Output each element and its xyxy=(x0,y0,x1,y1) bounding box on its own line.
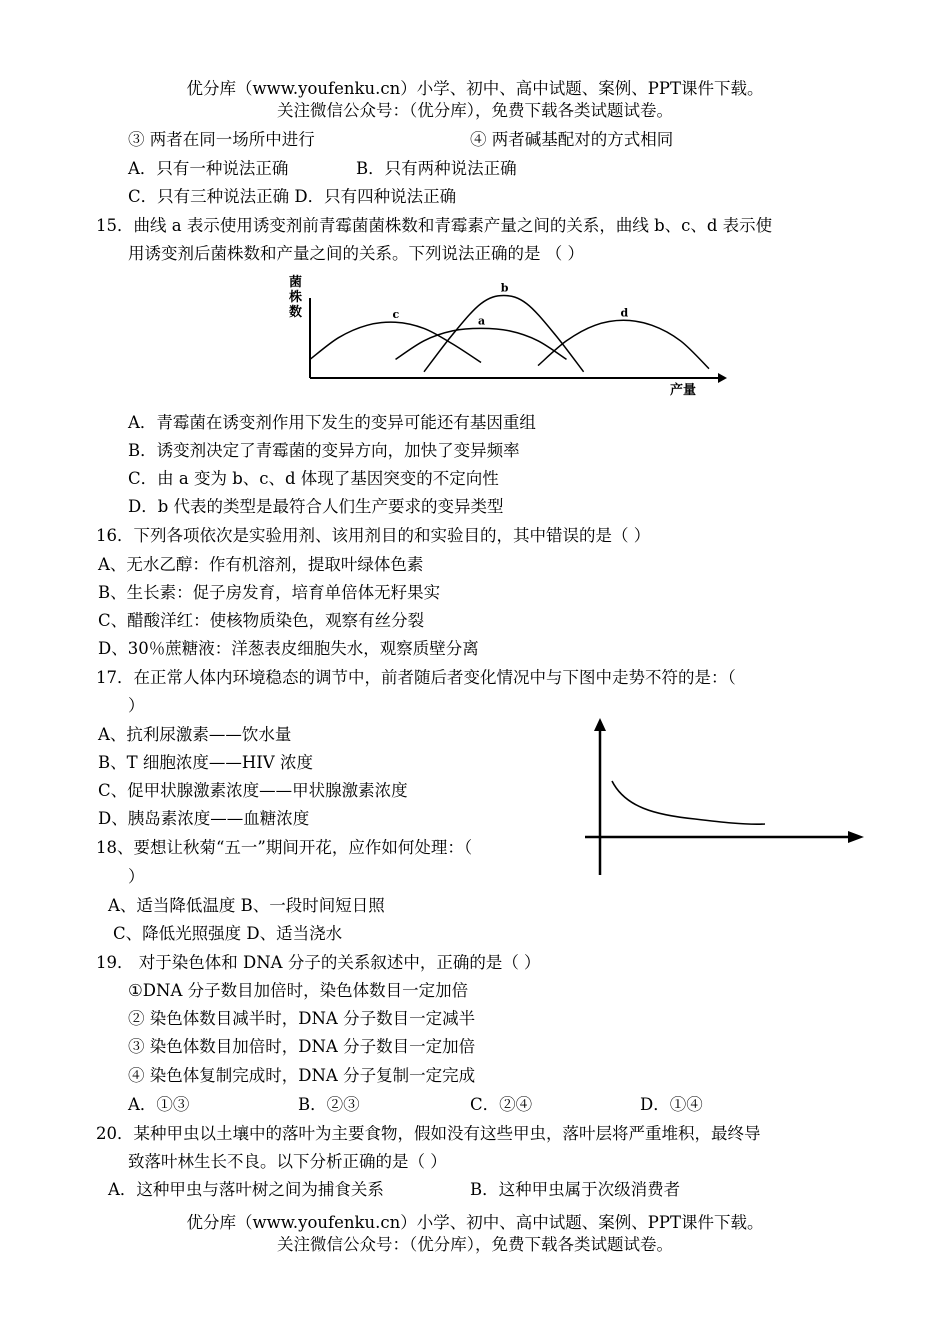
chart-y-label-3: 数 xyxy=(289,305,303,320)
q17-option-c: C、促甲状腺激素浓度——甲状腺激素浓度 xyxy=(98,781,408,800)
q15-stem-line-2: 用诱变剂后菌株数和产量之间的关系。下列说法正确的是 （ ） xyxy=(128,244,584,263)
q17-stem-line-2: ） xyxy=(128,696,145,715)
series-c-curve xyxy=(310,322,481,362)
q16-option-a: A、无水乙醇：作有机溶剂，提取叶绿体色素 xyxy=(98,555,424,574)
series-b-label: b xyxy=(500,281,509,295)
q19-statement-1: ①DNA 分子数目加倍时，染色体数目一定加倍 xyxy=(128,981,469,1000)
q14-option-c-d: C．只有三种说法正确 D．只有四种说法正确 xyxy=(128,187,457,206)
q17-stem-line-1: 17．在正常人体内环境稳态的调节中，前者随后者变化情况中与下图中走势不符的是：（ xyxy=(96,668,736,687)
q18-stem-line-1: 18、要想让秋菊“五一”期间开花，应作如何处理：（ xyxy=(96,838,473,857)
series-a-curve xyxy=(396,328,567,359)
q20-stem-line-1: 20．某种甲虫以土壤中的落叶为主要食物，假如没有这些甲虫，落叶层将严重堆积，最终导 xyxy=(96,1124,761,1143)
q20-stem-line-2: 致落叶林生长不良。以下分析正确的是（ ） xyxy=(128,1152,447,1171)
footer-line-1: 优分库（www.youfenku.cn）小学、初中、高中试题、案例、PPT课件下载。 xyxy=(186,1213,764,1232)
header-line-1: 优分库（www.youfenku.cn）小学、初中、高中试题、案例、PPT课件下载。 xyxy=(186,79,764,98)
q19-option-c: C．②④ xyxy=(470,1095,533,1114)
q17-option-b: B、T 细胞浓度——HIV 浓度 xyxy=(98,753,313,772)
q15-option-a: A．青霉菌在诱变剂作用下发生的变异可能还有基因重组 xyxy=(128,413,536,432)
graph-x-arrow xyxy=(848,831,864,843)
q18-stem-line-2: ） xyxy=(128,867,145,886)
series-d-label: d xyxy=(620,306,629,320)
q14-option-b: B．只有两种说法正确 xyxy=(356,159,517,178)
q20-option-a: A．这种甲虫与落叶树之间为捕食关系 xyxy=(108,1180,384,1199)
graph-y-arrow xyxy=(594,718,606,731)
q15-option-b: B．诱变剂决定了青霉菌的变异方向，加快了变异频率 xyxy=(128,441,520,460)
q17-trend-graph xyxy=(580,715,870,885)
chart-x-label: 产量 xyxy=(670,383,697,398)
chart-y-label-2: 株 xyxy=(289,290,303,305)
chart-y-label-1: 菌 xyxy=(289,275,303,290)
q16-option-c: C、醋酸洋红：使核物质染色，观察有丝分裂 xyxy=(98,611,425,630)
q19-statement-2: ② 染色体数目减半时，DNA 分子数目一定减半 xyxy=(128,1009,476,1028)
q15-chart xyxy=(280,268,730,400)
header-line-2: 关注微信公众号：（优分库），免费下载各类试题试卷。 xyxy=(277,101,673,120)
q14-statement-3: ③ 两者在同一场所中进行 xyxy=(128,130,315,149)
chart-x-arrow xyxy=(718,373,727,383)
series-a-label: a xyxy=(478,314,486,328)
q15-option-c: C．由 a 变为 b、c、d 体现了基因突变的不定向性 xyxy=(128,469,499,488)
q19-option-a: A．①③ xyxy=(128,1095,190,1114)
q18-option-c-d: C、降低光照强度 D、适当浇水 xyxy=(113,924,343,943)
series-c-label: c xyxy=(392,308,400,322)
q16-option-b: B、生长素：促子房发育，培育单倍体无籽果实 xyxy=(98,583,441,602)
q18-option-a-b: A、适当降低温度 B、一段时间短日照 xyxy=(108,896,385,915)
series-b-curve xyxy=(424,296,584,372)
q14-statement-4: ④ 两者碱基配对的方式相同 xyxy=(470,130,674,149)
graph-decreasing-curve xyxy=(612,781,765,824)
q15-option-d: D．b 代表的类型是最符合人们生产要求的变异类型 xyxy=(128,497,504,516)
q19-stem: 19． 对于染色体和 DNA 分子的关系叙述中，正确的是（ ） xyxy=(96,953,541,972)
q17-option-a: A、抗利尿激素——饮水量 xyxy=(98,725,292,744)
q14-option-a: A．只有一种说法正确 xyxy=(128,159,289,178)
q16-option-d: D、30％蔗糖液：洋葱表皮细胞失水，观察质壁分离 xyxy=(98,639,479,658)
q20-option-b: B．这种甲虫属于次级消费者 xyxy=(470,1180,681,1199)
q17-option-d: D、胰岛素浓度——血糖浓度 xyxy=(98,809,310,828)
q19-statement-4: ④ 染色体复制完成时，DNA 分子复制一定完成 xyxy=(128,1066,476,1085)
q19-option-b: B．②③ xyxy=(298,1095,360,1114)
q16-stem: 16．下列各项依次是实验用剂、该用剂目的和实验目的，其中错误的是（ ） xyxy=(96,526,651,545)
q19-statement-3: ③ 染色体数目加倍时，DNA 分子数目一定加倍 xyxy=(128,1037,476,1056)
footer-line-2: 关注微信公众号：（优分库），免费下载各类试题试卷。 xyxy=(277,1235,673,1254)
q15-stem-line-1: 15．曲线 a 表示使用诱变剂前青霉菌菌株数和青霉素产量之间的关系，曲线 b、c、d 表示使 xyxy=(96,216,773,235)
q19-option-d: D．①④ xyxy=(640,1095,703,1114)
